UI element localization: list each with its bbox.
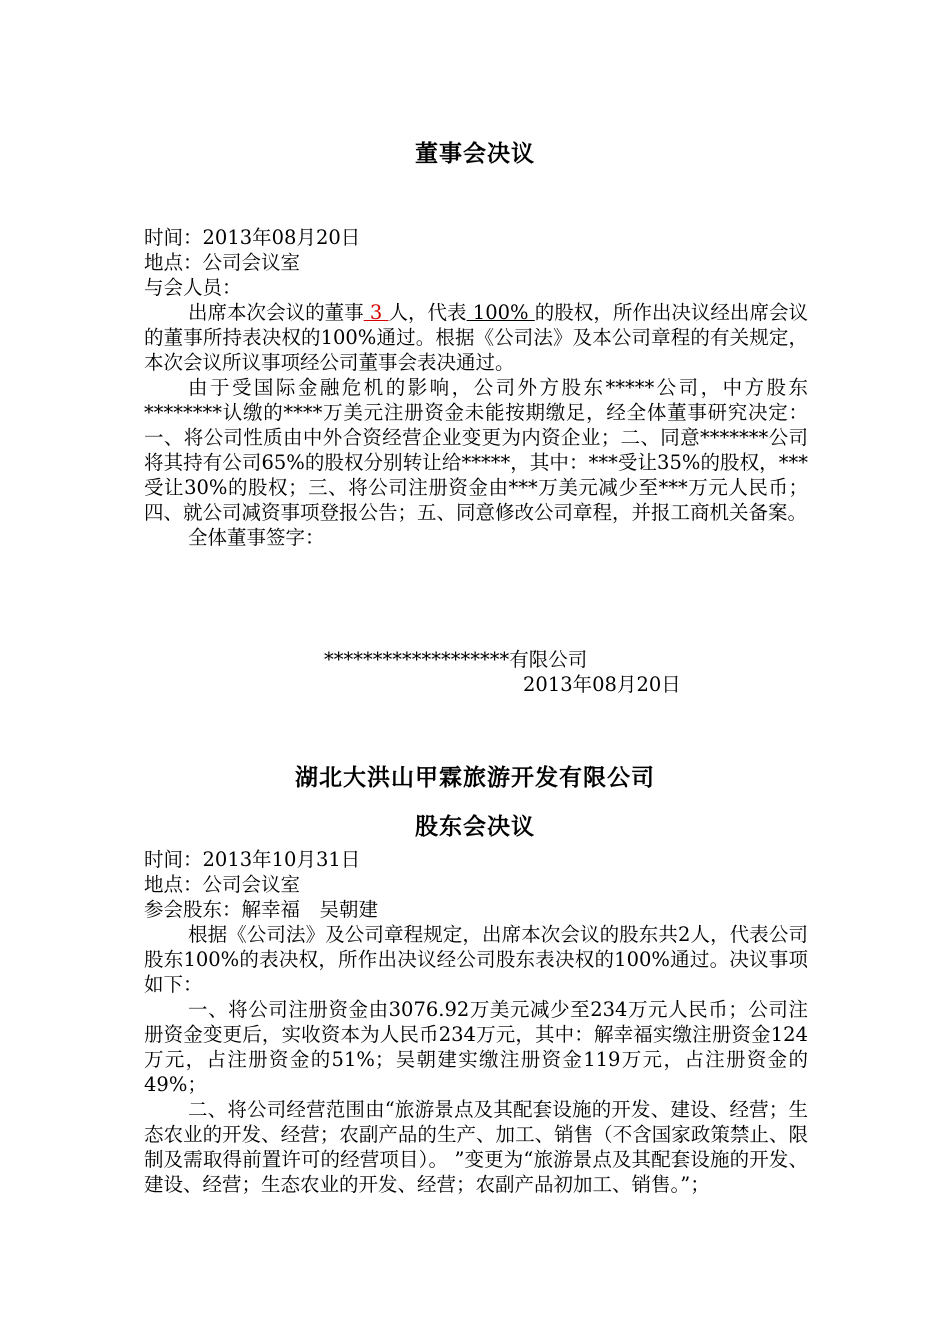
board-sign-date: 2013年08月20日 xyxy=(523,673,681,696)
board-p1-mid: 人，代表 xyxy=(388,301,467,324)
shareholders-paragraph-1: 根据《公司法》及公司章程规定，出席本次会议的股东共2人，代表公司股东100%的表决权，所作出决议经公司股东表决权的100%通过。决议事项如下： xyxy=(144,923,808,996)
shareholders-body xyxy=(144,847,808,1197)
board-p1-pre: 出席本次会议的董事 xyxy=(188,301,364,324)
board-paragraph-1 xyxy=(144,300,808,375)
shareholders-attendees: 参会股东：解幸福 吴朝建 xyxy=(144,898,379,921)
board-attendees: 与会人员： xyxy=(144,276,242,299)
shareholders-paragraph-2: 一、将公司注册资金由3076.92万美元减少至234万元人民币；公司注册资金变更后，实收资本为人民币234万元，其中：解幸福实缴注册资金124万元，占注册资金的51%；吴朝建实缴注册资金119万元，占注册资金的49%； xyxy=(144,998,808,1096)
board-paragraph-2: 由于受国际金融危机的影响，公司外方股东*****公司，中方股东********认缴的****万美元注册资金未能按期缴足，经全体董事研究决定：一、将公司性质由中外合资经营企业变更为内资企业；二、同意*******公司将其持有公司65%的股权分别转让给*****，其中：***受让35%的股权，***受让30%的股权；三、将公司注册资金由***万美元减少至***万元人民币；四、就公司减资事项登报公告；五、同意修改公司章程，并报工商机关备案。 xyxy=(144,376,808,524)
shareholders-place: 地点：公司会议室 xyxy=(144,873,301,896)
board-time: 时间：2013年08月20日 xyxy=(144,226,361,249)
board-sign-company: *******************有限公司 xyxy=(324,648,588,671)
board-body xyxy=(144,225,808,550)
equity-percent: 100% xyxy=(466,301,535,324)
board-place: 地点：公司会议室 xyxy=(144,251,301,274)
board-signature-label: 全体董事签字： xyxy=(188,526,325,549)
director-count: 3 xyxy=(363,301,389,324)
shareholders-company: 湖北大洪山甲霖旅游开发有限公司 xyxy=(295,765,655,791)
shareholders-time: 时间：2013年10月31日 xyxy=(144,848,361,871)
board-p1-post: 的股权，所作出决议经出席会议的董事所持表决权的100%通过。根据《公司法》及本公司章程的有关规定，本次会议所议事项经公司董事会表决通过。 xyxy=(144,301,808,374)
shareholders-paragraph-3: 二、将公司经营范围由“旅游景点及其配套设施的开发、建设、经营；生态农业的开发、经营；农副产品的生产、加工、销售（不含国家政策禁止、限制及需取得前置许可的经营项目）。 ”变更为“旅游景点及其配套设施的开发、建设、经营；生态农业的开发、经营；农副产品初加工、销售。”； xyxy=(144,1098,808,1196)
board-title: 董事会决议 xyxy=(415,141,535,167)
shareholders-title: 股东会决议 xyxy=(415,814,535,840)
